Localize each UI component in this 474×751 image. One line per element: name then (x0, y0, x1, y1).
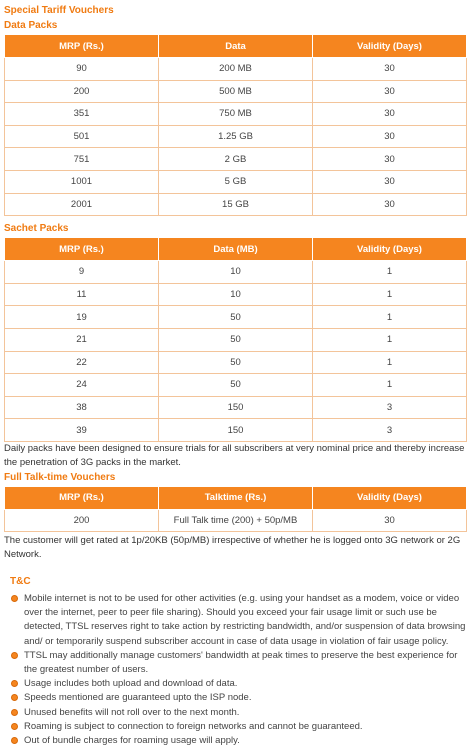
terms-list (4, 592, 470, 748)
column-header: Validity (Days) (313, 486, 467, 509)
table-cell: 150 (159, 396, 313, 419)
table-row (5, 193, 467, 216)
bullet-icon (11, 723, 18, 730)
table-row (5, 509, 467, 531)
table-cell: 19 (5, 306, 159, 329)
table-row (5, 170, 467, 193)
table-cell: 200 (5, 509, 159, 531)
table-cell: 9 (5, 261, 159, 284)
table-row (5, 374, 467, 397)
table-row (5, 148, 467, 171)
table-cell: 15 GB (159, 193, 313, 216)
table-row (5, 328, 467, 351)
bullet-icon (11, 595, 18, 602)
column-header: MRP (Rs.) (5, 238, 159, 261)
table-cell: 30 (313, 80, 467, 103)
table-cell: 750 MB (159, 103, 313, 126)
talktime-table (4, 486, 467, 532)
table-cell: 1 (313, 374, 467, 397)
bullet-icon (11, 652, 18, 659)
terms-item-text: Unused benefits will not roll over to the next month. (24, 706, 240, 718)
table-row (5, 396, 467, 419)
table-row (5, 261, 467, 284)
column-header: Data (MB) (159, 238, 313, 261)
column-header: Validity (Days) (313, 238, 467, 261)
table-cell: 3 (313, 419, 467, 442)
terms-item-text: Roaming is subject to connection to foreign networks and cannot be guaranteed. (24, 720, 363, 732)
terms-item-text: Out of bundle charges for roaming usage will apply. (24, 734, 240, 746)
table-cell: 11 (5, 283, 159, 306)
list-item (11, 677, 470, 691)
table-cell: 50 (159, 351, 313, 374)
list-item (11, 720, 470, 734)
bullet-icon (11, 737, 18, 744)
terms-item-text: Speeds mentioned are guaranteed upto the ISP node. (24, 692, 252, 704)
table-cell: 24 (5, 374, 159, 397)
list-item (11, 734, 470, 748)
table-cell: 1 (313, 283, 467, 306)
table-row (5, 283, 467, 306)
table-cell: 30 (313, 125, 467, 148)
table-cell: 200 (5, 80, 159, 103)
bullet-icon (11, 709, 18, 716)
data-packs-heading: Data Packs (4, 20, 58, 31)
table-cell: 1 (313, 306, 467, 329)
table-cell: 200 MB (159, 58, 313, 81)
table-header-row (5, 486, 467, 509)
sachet-packs-table (4, 237, 467, 442)
talktime-heading: Full Talk-time Vouchers (4, 471, 116, 483)
table-row (5, 125, 467, 148)
table-cell: 10 (159, 283, 313, 306)
table-cell: 1001 (5, 170, 159, 193)
data-packs-table (4, 34, 467, 216)
table-cell: 30 (313, 58, 467, 81)
table-cell: 30 (313, 148, 467, 171)
table-cell: 30 (313, 170, 467, 193)
table-header-row (5, 238, 467, 261)
table-cell: 50 (159, 374, 313, 397)
table-cell: 21 (5, 328, 159, 351)
list-item (11, 691, 470, 705)
column-header: MRP (Rs.) (5, 486, 159, 509)
column-header: Talktime (Rs.) (159, 486, 313, 509)
column-header: MRP (Rs.) (5, 35, 159, 58)
table-cell: 500 MB (159, 80, 313, 103)
table-cell: 10 (159, 261, 313, 284)
column-header: Data (159, 35, 313, 58)
table-cell: 1.25 GB (159, 125, 313, 148)
table-cell: 30 (313, 509, 467, 531)
terms-item-text: Usage includes both upload and download of data. (24, 678, 238, 690)
terms-item-text: Mobile internet is not to be used for other activities (e.g. using your handset as a modem, voice or video over the internet, peer to peer file sharing). Should you exceed your fair usage limit or such use be detected, TTSL reserves right to take action by restricting bandwidth, and/or suspension of data browsing and/ or temporarily suspend subscriber account in case of data usage in violation of fair usage policy. (24, 592, 466, 647)
table-cell: 30 (313, 193, 467, 216)
page-title: Special Tariff Vouchers (4, 5, 114, 16)
table-cell: 38 (5, 396, 159, 419)
table-cell: 2001 (5, 193, 159, 216)
list-item (11, 649, 470, 677)
table-row (5, 103, 467, 126)
table-cell: 1 (313, 328, 467, 351)
table-cell: 150 (159, 419, 313, 442)
table-cell: 50 (159, 306, 313, 329)
table-header-row (5, 35, 467, 58)
table-cell: 2 GB (159, 148, 313, 171)
table-cell: Full Talk time (200) + 50p/MB (159, 509, 313, 531)
table-cell: 50 (159, 328, 313, 351)
table-cell: 5 GB (159, 170, 313, 193)
table-row (5, 80, 467, 103)
table-cell: 1 (313, 261, 467, 284)
talktime-note: The customer will get rated at 1p/20KB (50p/MB) irrespective of whether he is logged onto 3G network or 2G Network. (4, 534, 461, 560)
table-row (5, 419, 467, 442)
sachet-packs-heading: Sachet Packs (4, 223, 69, 235)
table-cell: 751 (5, 148, 159, 171)
table-row (5, 58, 467, 81)
table-row (5, 306, 467, 329)
terms-item-text: TTSL may additionally manage customers' bandwidth at peak times to preserve the best experience for the greatest number of users. (24, 649, 458, 675)
list-item (11, 592, 470, 649)
table-cell: 501 (5, 125, 159, 148)
table-cell: 22 (5, 351, 159, 374)
terms-heading: T&C (10, 575, 31, 587)
bullet-icon (11, 680, 18, 687)
table-cell: 90 (5, 58, 159, 81)
list-item (11, 706, 470, 720)
table-row (5, 351, 467, 374)
bullet-icon (11, 694, 18, 701)
table-cell: 1 (313, 351, 467, 374)
sachet-packs-note: Daily packs have been designed to ensure trials for all subscribers at very nominal price and thereby increase the penetration of 3G packs in the market. (4, 442, 465, 468)
table-cell: 3 (313, 396, 467, 419)
table-cell: 351 (5, 103, 159, 126)
table-cell: 30 (313, 103, 467, 126)
table-cell: 39 (5, 419, 159, 442)
column-header: Validity (Days) (313, 35, 467, 58)
